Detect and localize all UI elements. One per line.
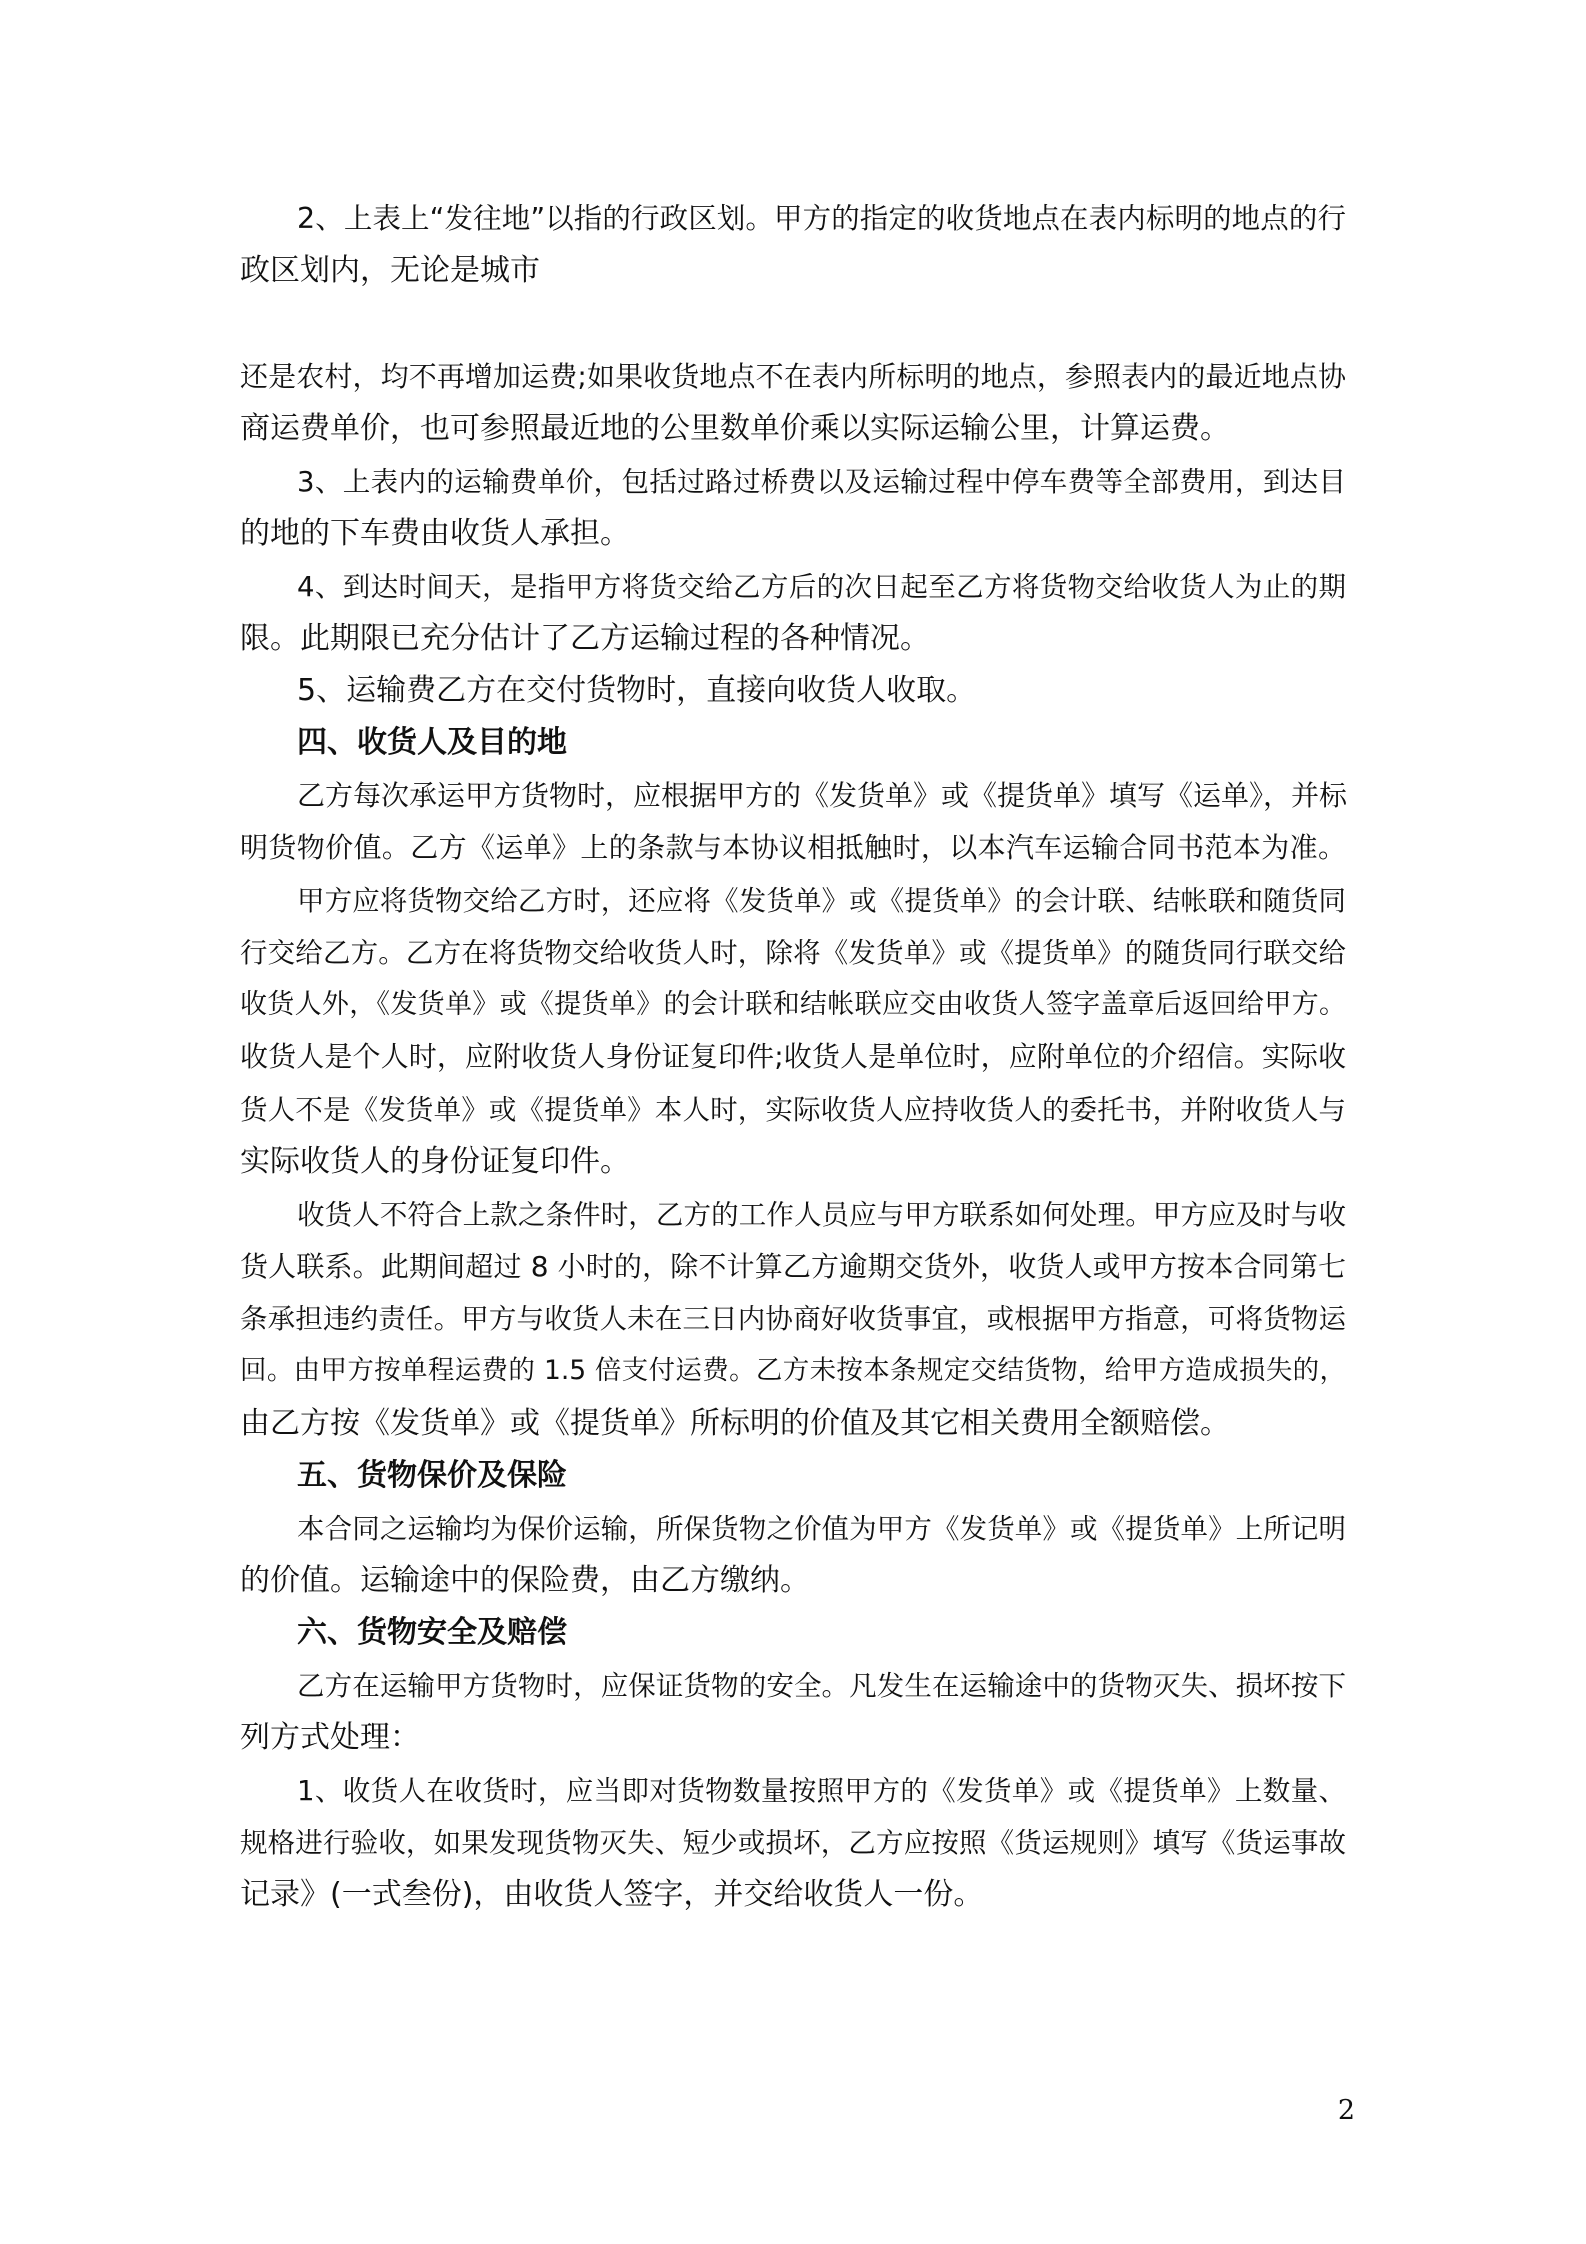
text-line: 收货人外，《发货单》或《提货单》的会计联和结帐联应交由收货人签字盖章后返回给甲方。 [240,989,1346,1020]
text-line: 本合同之运输均为保价运输，所保货物之价值为甲方《发货单》或《提货单》上所记明 [297,1513,1346,1545]
text-line: 记录》(一式叁份)，由收货人签字，并交给收货人一份。 [240,1877,984,1912]
text-line: 1、收货人在收货时，应当即对货物数量按照甲方的《发货单》或《提货单》上数量、 [297,1775,1346,1807]
text-line: 2、上表上“发往地”以指的行政区划。甲方的指定的收货地点在表内标明的地点的行 [297,202,1346,235]
section-heading: 四、收货人及目的地 [297,725,567,760]
text-line: 4、到达时间天，是指甲方将货交给乙方后的次日起至乙方将货物交给收货人为止的期 [297,571,1346,603]
text-line: 3、上表内的运输费单价，包括过路过桥费以及运输过程中停车费等全部费用，到达目 [297,466,1346,498]
text-line: 货人联系。此期间超过 8 小时的，除不计算乙方逾期交货外，收货人或甲方按本合同第七 [240,1250,1346,1283]
text-line: 收货人是个人时，应附收货人身份证复印件;收货人是单位时，应附单位的介绍信。实际收 [240,1040,1346,1073]
section-heading: 六、货物安全及赔偿 [297,1615,567,1650]
text-line: 明货物价值。乙方《运单》上的条款与本协议相抵触时，以本汽车运输合同书范本为准。 [240,831,1346,864]
text-line: 货人不是《发货单》或《提货单》本人时，实际收货人应持收货人的委托书，并附收货人与 [240,1094,1346,1126]
text-line: 规格进行验收，如果发现货物灭失、短少或损坏，乙方应按照《货运规则》填写《货运事故 [240,1827,1346,1859]
section-heading: 五、货物保价及保险 [297,1458,567,1493]
text-line: 条承担违约责任。甲方与收货人未在三日内协商好收货事宜，或根据甲方指意，可将货物运 [240,1303,1346,1335]
text-line: 商运费单价，也可参照最近地的公里数单价乘以实际运输公里，计算运费。 [240,411,1230,446]
text-line: 甲方应将货物交给乙方时，还应将《发货单》或《提货单》的会计联、结帐联和随货同 [297,885,1346,917]
text-line: 行交给乙方。乙方在将货物交给收货人时，除将《发货单》或《提货单》的随货同行联交给 [240,937,1346,969]
page-number: 2 [1337,2095,1355,2126]
text-line: 由乙方按《发货单》或《提货单》所标明的价值及其它相关费用全额赔偿。 [240,1406,1230,1441]
text-line: 收货人不符合上款之条件时，乙方的工作人员应与甲方联系如何处理。甲方应及时与收 [297,1199,1346,1231]
text-line: 列方式处理： [240,1720,420,1755]
text-line: 的价值。运输途中的保险费，由乙方缴纳。 [240,1563,810,1598]
text-line: 回。由甲方按单程运费的 1.5 倍支付运费。乙方未按本条规定交结货物，给甲方造成损失的， [240,1355,1346,1386]
text-line: 乙方每次承运甲方货物时，应根据甲方的《发货单》或《提货单》填写《运单》，并标 [297,779,1348,812]
text-line: 乙方在运输甲方货物时，应保证货物的安全。凡发生在运输途中的货物灭失、损坏按下 [297,1670,1346,1702]
text-line: 政区划内，无论是城市 [240,253,540,288]
text-line: 的地的下车费由收货人承担。 [240,516,630,551]
text-line: 还是农村，均不再增加运费;如果收货地点不在表内所标明的地点，参照表内的最近地点协 [240,360,1346,393]
text-line: 5、运输费乙方在交付货物时，直接向收货人收取。 [297,673,977,708]
text-line: 实际收货人的身份证复印件。 [240,1144,630,1179]
text-line: 限。此期限已充分估计了乙方运输过程的各种情况。 [240,621,930,656]
